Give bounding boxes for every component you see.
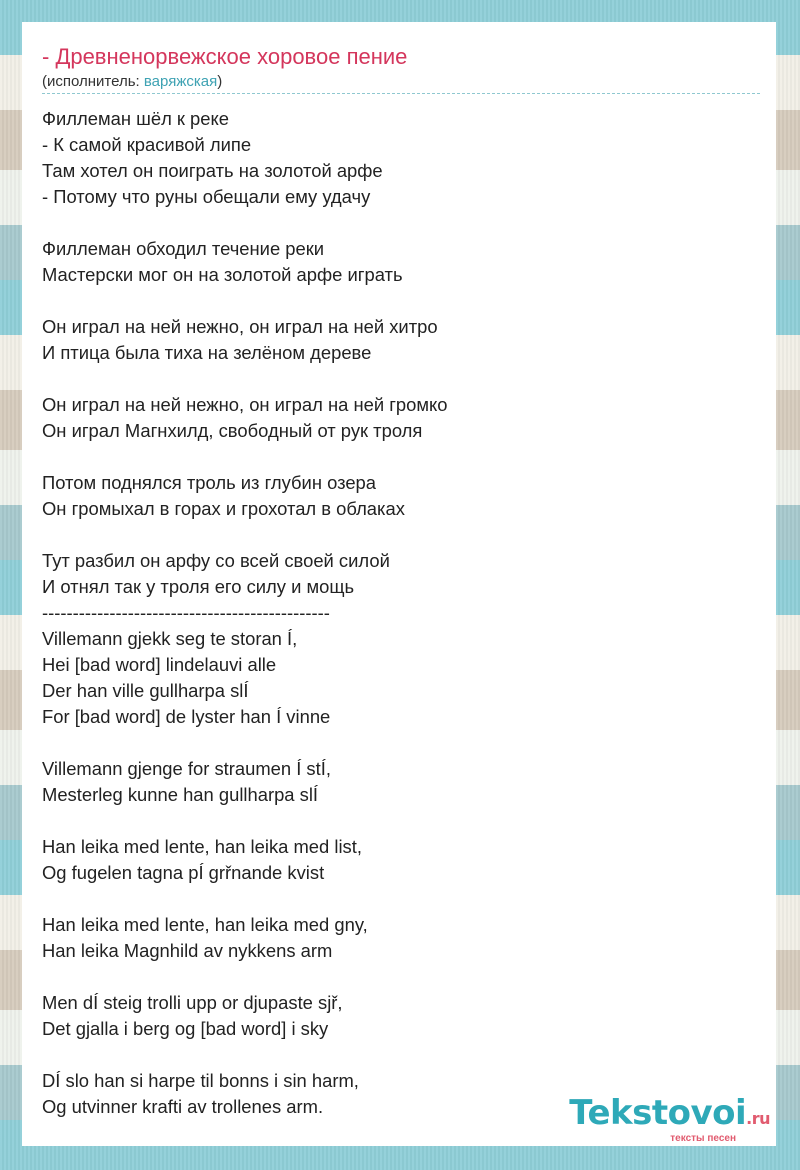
lyric-line: DÍ slo han si harpe til bonns i sin harm, bbox=[42, 1070, 359, 1091]
logo-domain: .ru bbox=[746, 1109, 770, 1128]
lyric-line: Men dÍ steig trolli upp or djupaste sjř, bbox=[42, 992, 343, 1013]
lyric-line: ----------------------------------------------- bbox=[42, 602, 330, 623]
lyric-line: Mesterleg kunne han gullharpa slÍ bbox=[42, 784, 319, 805]
lyric-line: Филлеман шёл к реке bbox=[42, 108, 229, 129]
lyric-line bbox=[42, 288, 448, 314]
lyric-line: Филлеман обходил течение реки bbox=[42, 238, 325, 259]
lyric-line: Hei [bad word] lindelauvi alle bbox=[42, 654, 277, 675]
lyric-line bbox=[42, 964, 448, 990]
lyric-line: Он играл на ней нежно, он играл на ней хитро bbox=[42, 316, 438, 337]
lyric-line: Det gjalla i berg og [bad word] i sky bbox=[42, 1018, 329, 1039]
lyric-line: Потом поднялся троль из глубин озера bbox=[42, 472, 377, 493]
lyric-line bbox=[42, 1042, 448, 1068]
lyric-line: Han leika med lente, han leika med list, bbox=[42, 836, 362, 857]
logo-tagline: тексты песен bbox=[670, 1133, 736, 1144]
lyric-line: Тут разбил он арфу со всей своей силой bbox=[42, 550, 390, 571]
lyric-line bbox=[42, 444, 448, 470]
header-divider bbox=[42, 93, 760, 94]
site-logo[interactable] bbox=[569, 1095, 770, 1144]
page-title: - Древненорвежское хоровое пение bbox=[42, 44, 408, 69]
lyric-line: For [bad word] de lyster han Í vinne bbox=[42, 706, 331, 727]
lyric-line: Он играл на ней нежно, он играл на ней громко bbox=[42, 394, 448, 415]
lyric-line: - Потому что руны обещали ему удачу bbox=[42, 186, 371, 207]
lyric-line: Мастерски мог он на золотой арфе играть bbox=[42, 264, 403, 285]
lyric-line: Han leika Magnhild av nykkens arm bbox=[42, 940, 333, 961]
lyric-line bbox=[42, 522, 448, 548]
artist-link[interactable]: варяжская bbox=[143, 73, 218, 90]
lyric-line: Villemann gjenge for straumen Í stÍ, bbox=[42, 758, 331, 779]
lyric-line bbox=[42, 366, 448, 392]
lyric-line: Villemann gjekk seg te storan Í, bbox=[42, 628, 298, 649]
lyrics-card bbox=[22, 22, 776, 1146]
lyric-line: Он играл Магнхилд, свободный от рук троля bbox=[42, 420, 423, 441]
artist-line bbox=[42, 73, 222, 90]
artist-suffix: ) bbox=[217, 73, 223, 90]
lyric-line: Og utvinner krafti av trollenes arm. bbox=[42, 1096, 324, 1117]
lyric-line: Der han ville gullharpa slÍ bbox=[42, 680, 249, 701]
lyric-line: Он громыхал в горах и грохотал в облаках bbox=[42, 498, 405, 519]
lyric-line bbox=[42, 886, 448, 912]
lyric-line: И отнял так у троля его силу и мощь bbox=[42, 576, 355, 597]
lyric-line bbox=[42, 808, 448, 834]
lyric-line bbox=[42, 210, 448, 236]
logo-name: Tekstovoi bbox=[569, 1093, 747, 1133]
lyric-line: - К самой красивой липе bbox=[42, 134, 252, 155]
lyrics-text bbox=[42, 106, 448, 1120]
lyric-line: Han leika med lente, han leika med gny, bbox=[42, 914, 368, 935]
lyric-line: И птица была тиха на зелёном дереве bbox=[42, 342, 372, 363]
lyric-line bbox=[42, 730, 448, 756]
artist-prefix: (исполнитель: bbox=[42, 73, 144, 90]
lyric-line: Там хотел он поиграть на золотой арфе bbox=[42, 160, 383, 181]
lyric-line: Og fugelen tagna pÍ grřnande kvist bbox=[42, 862, 325, 883]
